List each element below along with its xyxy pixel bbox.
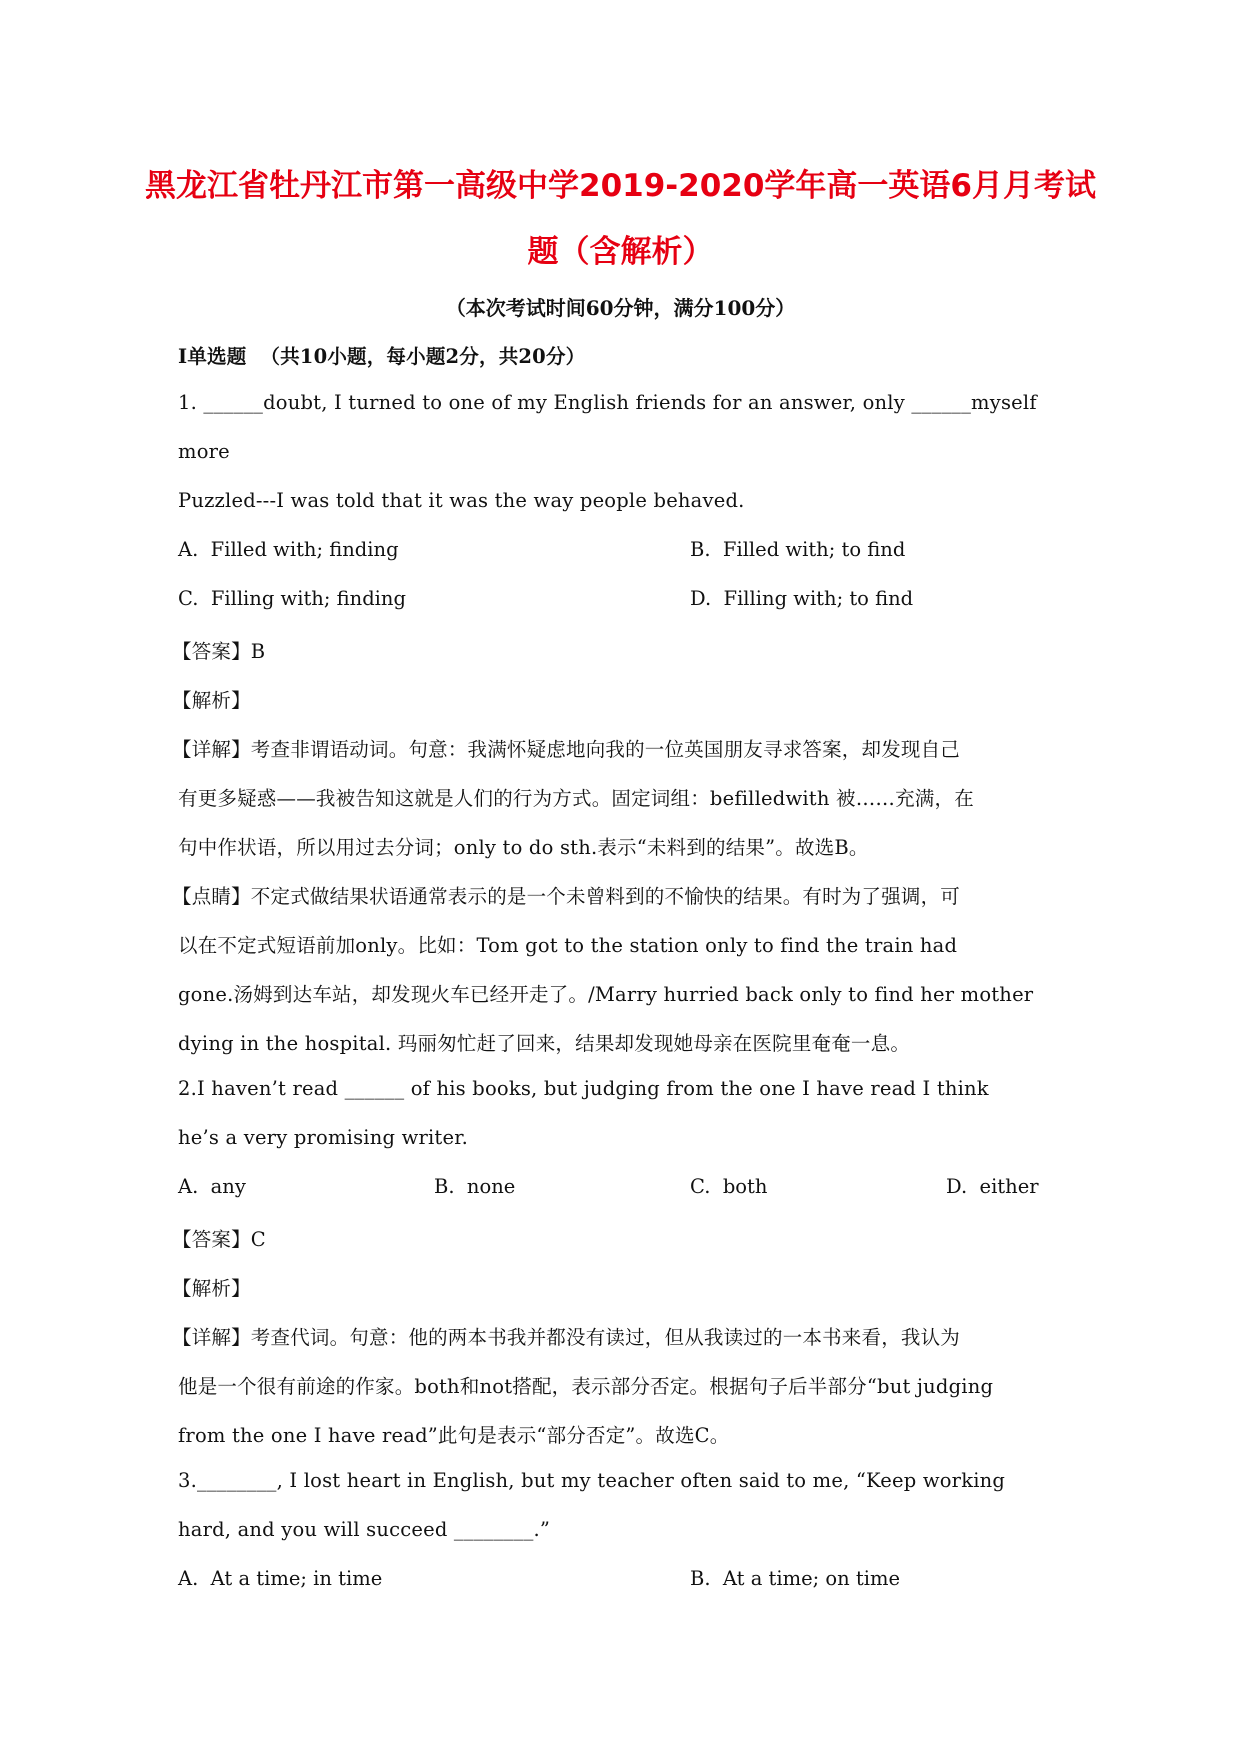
option-b: B. Filled with; to find [690, 538, 906, 561]
tip-text: dying in the hospital. 玛丽匆忙赶了回来，结果却发现她母亲在医院里奄奄一息。 [178, 1032, 911, 1055]
section-heading: I单选题 （共10小题，每小题2分，共20分） [178, 345, 586, 368]
document-title-line-2: 题（含解析） [527, 234, 714, 270]
question-3-stem: hard, and you will succeed ________.” [178, 1518, 551, 1541]
question-1-stem: more [178, 440, 230, 463]
option-d: D. either [946, 1175, 1039, 1198]
option-d: D. Filling with; to find [690, 587, 914, 610]
exam-info: （本次考试时间60分钟，满分100分） [445, 296, 796, 320]
option-b: B. none [434, 1175, 516, 1198]
option-b: B. At a time; on time [690, 1567, 900, 1590]
answer: 【答案】B [172, 640, 266, 663]
question-2-stem: 2.I haven’t read ______ of his books, but judging from the one I have read I think [178, 1077, 989, 1100]
option-c: C. Filling with; finding [178, 587, 406, 610]
question-2-stem: he’s a very promising writer. [178, 1126, 468, 1149]
detail-text: 【详解】考查代词。句意：他的两本书我并都没有读过，但从我读过的一本书来看，我认为 [172, 1326, 961, 1349]
answer: 【答案】C [172, 1228, 266, 1251]
document-title-line-1: 黑龙江省牡丹江市第一高级中学2019-2020学年高一英语6月月考试 [145, 168, 1096, 204]
detail-text: 句中作状语，所以用过去分词；only to do sth.表示“未料到的结果”。故选B。 [178, 836, 869, 859]
detail-text: 他是一个很有前途的作家。both和not搭配，表示部分否定。根据句子后半部分“but judging [178, 1375, 994, 1398]
option-a: A. At a time; in time [178, 1567, 383, 1590]
tip-text: 【点睛】不定式做结果状语通常表示的是一个未曾料到的不愉快的结果。有时为了强调，可 [172, 885, 961, 908]
option-a: A. Filled with; finding [178, 538, 399, 561]
detail-text: from the one I have read”此句是表示“部分否定”。故选C。 [178, 1424, 730, 1447]
detail-text: 【详解】考查非谓语动词。句意：我满怀疑虑地向我的一位英国朋友寻求答案，却发现自己 [172, 738, 961, 761]
option-a: A. any [178, 1175, 246, 1198]
analysis-label: 【解析】 [172, 1277, 251, 1300]
question-1-stem: Puzzled---I was told that it was the way people behaved. [178, 489, 745, 512]
analysis-label: 【解析】 [172, 689, 251, 712]
question-3-stem: 3.________, I lost heart in English, but my teacher often said to me, “Keep working [178, 1469, 1006, 1492]
option-c: C. both [690, 1175, 768, 1198]
tip-text: gone.汤姆到达车站，却发现火车已经开走了。/Marry hurried back only to find her mother [178, 983, 1034, 1006]
detail-text: 有更多疑惑——我被告知这就是人们的行为方式。固定词组：befilledwith 被……充满，在 [178, 787, 974, 810]
tip-text: 以在不定式短语前加only。比如：Tom got to the station only to find the train had [178, 934, 958, 957]
question-1-stem: 1. ______doubt, I turned to one of my English friends for an answer, only ______myself [178, 391, 1037, 414]
